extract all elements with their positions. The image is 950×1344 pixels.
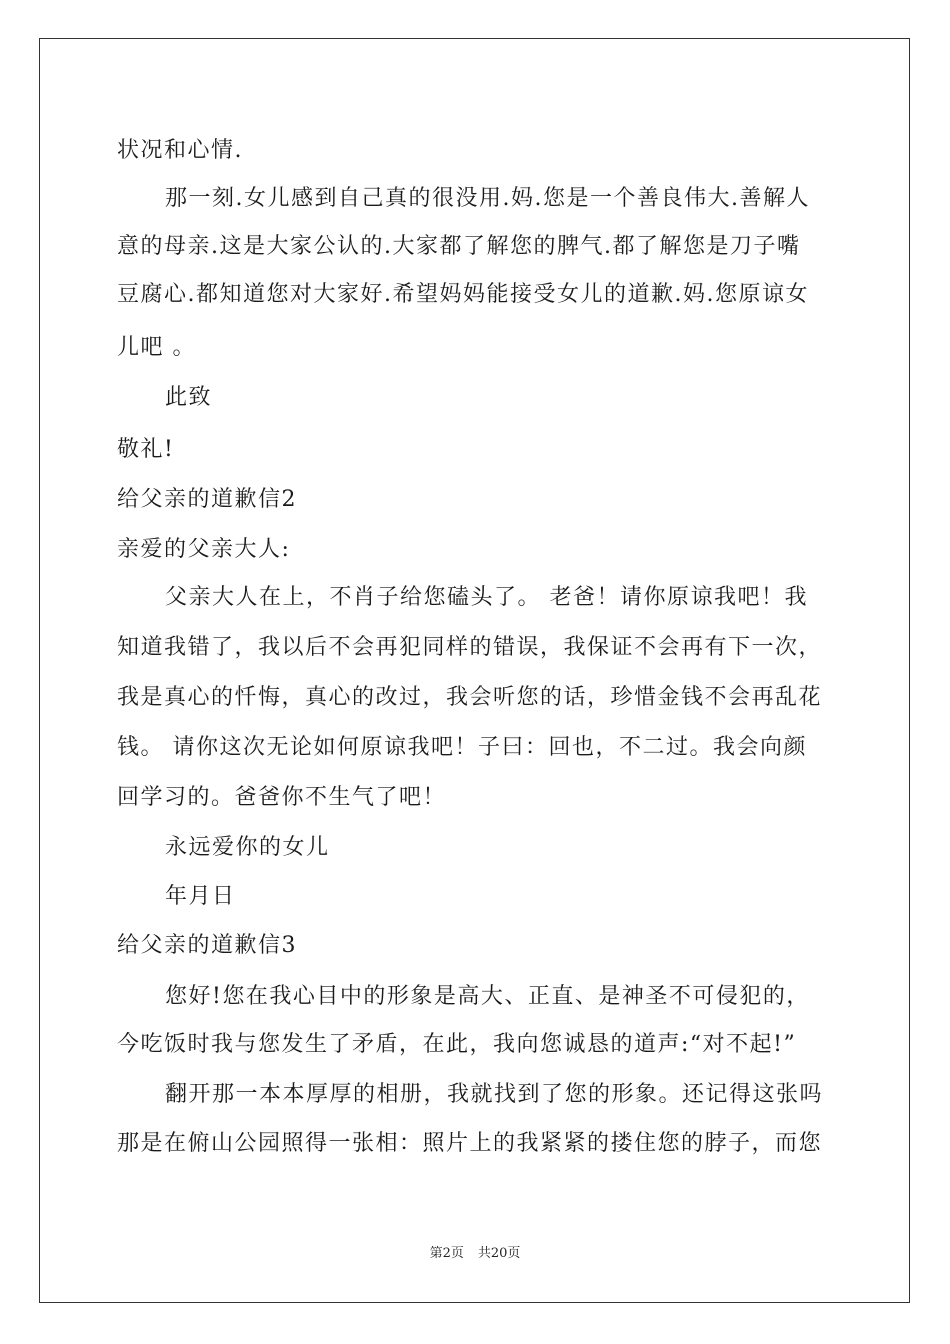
text-line-1: 状况和心情.	[117, 138, 243, 163]
text-line-18: 您好!您在我心目中的形象是高大、正直、是神圣不可侵犯的，	[165, 984, 810, 1009]
text-line-13: 钱。 请你这次无论如何原谅我吧！子曰：回也，不二过。我会向颜	[117, 735, 807, 760]
text-line-14: 回学习的。爸爸你不生气了吧！	[117, 785, 447, 810]
letter-date-2: 年月日	[165, 884, 236, 909]
text-line-10: 父亲大人在上，不肖子给您磕头了。 老爸！请你原谅我吧！我	[165, 585, 808, 610]
text-line-5: 儿吧 。	[117, 335, 196, 360]
page-total: 共20页	[477, 1246, 521, 1261]
text-line-19: 今吃饭时我与您发生了矛盾，在此，我向您诚恳的道声:“对不起!”	[117, 1032, 797, 1057]
letter-title-3: 给父亲的道歉信3	[117, 933, 297, 958]
letter-title-2: 给父亲的道歉信2	[117, 487, 297, 512]
text-line-21: 那是在俯山公园照得一张相：照片上的我紧紧的搂住您的脖子，而您	[117, 1131, 823, 1156]
letter-signature-2: 永远爱你的女儿	[165, 835, 330, 860]
page-footer	[0, 1245, 950, 1263]
closing-salutation: 此致	[165, 385, 213, 410]
text-line-11: 知道我错了，我以后不会再犯同样的错误，我保证不会再有下一次，	[117, 635, 823, 660]
closing-respect: 敬礼!	[117, 437, 175, 462]
letter-greeting-2: 亲爱的父亲大人:	[117, 537, 291, 562]
text-line-4: 豆腐心.都知道您对大家好.希望妈妈能接受女儿的道歉.妈.您原谅女	[117, 282, 809, 307]
page-number: 第2页	[429, 1246, 464, 1261]
text-line-12: 我是真心的忏悔，真心的改过，我会听您的话，珍惜金钱不会再乱花	[117, 685, 823, 710]
text-line-3: 意的母亲.这是大家公认的.大家都了解您的脾气.都了解您是刀子嘴	[117, 234, 801, 259]
page-border	[39, 38, 910, 1303]
text-line-2: 那一刻.女儿感到自己真的很没用.妈.您是一个善良伟大.善解人	[165, 186, 810, 211]
text-line-20: 翻开那一本本厚厚的相册，我就找到了您的形象。还记得这张吗	[165, 1082, 824, 1107]
